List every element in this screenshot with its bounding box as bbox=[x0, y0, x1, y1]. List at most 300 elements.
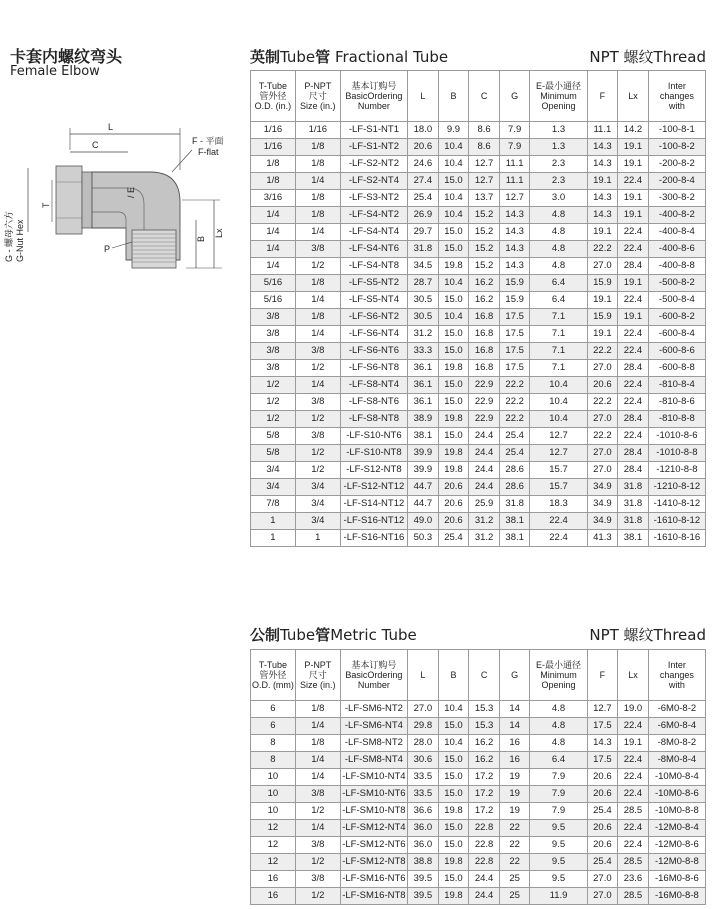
table-cell: 22.4 bbox=[618, 173, 649, 190]
product-title-cn: 卡套内螺纹弯头 bbox=[10, 47, 123, 66]
table-cell: 30.5 bbox=[408, 292, 439, 309]
table-cell: 33.5 bbox=[408, 786, 439, 803]
product-title-en: Female Elbow bbox=[10, 64, 100, 79]
table-cell: 22.9 bbox=[469, 377, 500, 394]
table-cell: -1410-8-12 bbox=[648, 496, 705, 513]
table-cell: 22.9 bbox=[469, 411, 500, 428]
dim-label-G-en: G-Nut Hex bbox=[15, 219, 25, 262]
table-cell: 9.5 bbox=[530, 871, 587, 888]
table-cell: -LF-SM6-NT2 bbox=[340, 701, 407, 718]
table-cell: -600-8-8 bbox=[648, 360, 705, 377]
table-cell: 1/8 bbox=[295, 735, 340, 752]
col-G: G bbox=[499, 71, 530, 122]
col-G: G bbox=[499, 650, 530, 701]
table-cell: 1.3 bbox=[530, 122, 587, 139]
table-cell: 6.4 bbox=[530, 752, 587, 769]
table-cell: 14.3 bbox=[499, 224, 530, 241]
table-cell: -8M0-8-4 bbox=[648, 752, 705, 769]
table-cell: 20.6 bbox=[587, 837, 618, 854]
table-cell: 15.0 bbox=[438, 786, 469, 803]
col-B: B bbox=[438, 650, 469, 701]
table-cell: 16 bbox=[499, 735, 530, 752]
table-cell: 1/2 bbox=[295, 360, 340, 377]
table-cell: 25.4 bbox=[499, 445, 530, 462]
table-cell: -LF-S6-NT2 bbox=[340, 309, 407, 326]
table-cell: 15.2 bbox=[469, 207, 500, 224]
table-cell: 22.2 bbox=[587, 343, 618, 360]
table-cell: -100-8-2 bbox=[648, 139, 705, 156]
table-row bbox=[251, 292, 706, 309]
table-cell: -LF-SM10-NT6 bbox=[340, 786, 407, 803]
table-cell: 3/4 bbox=[251, 462, 296, 479]
table-cell: 1/2 bbox=[295, 411, 340, 428]
table-cell: 22.4 bbox=[618, 837, 649, 854]
table-cell: 9.5 bbox=[530, 837, 587, 854]
table-cell: -LF-S4-NT2 bbox=[340, 207, 407, 224]
table-cell: 22.2 bbox=[587, 394, 618, 411]
fractional-spec-table bbox=[250, 70, 706, 547]
table-cell: 15.2 bbox=[469, 258, 500, 275]
table-cell: 25.4 bbox=[587, 803, 618, 820]
table-cell: 16.2 bbox=[469, 735, 500, 752]
table-cell: -LF-S16-NT16 bbox=[340, 530, 407, 547]
col-B: B bbox=[438, 71, 469, 122]
table-cell: 28.4 bbox=[618, 360, 649, 377]
table-cell: -12M0-8-4 bbox=[648, 820, 705, 837]
table-cell: 25 bbox=[499, 888, 530, 905]
table-cell: 3.0 bbox=[530, 190, 587, 207]
table-cell: 25 bbox=[499, 871, 530, 888]
table-cell: 15.0 bbox=[438, 769, 469, 786]
table-cell: 4.8 bbox=[530, 241, 587, 258]
table-cell: 20.6 bbox=[438, 513, 469, 530]
table-cell: 10.4 bbox=[438, 156, 469, 173]
table-cell: 19.1 bbox=[618, 309, 649, 326]
table-cell: 22.4 bbox=[530, 513, 587, 530]
table-cell: 29.8 bbox=[408, 718, 439, 735]
table-cell: 19.1 bbox=[618, 190, 649, 207]
table-cell: 15.9 bbox=[587, 309, 618, 326]
table-cell: 36.6 bbox=[408, 803, 439, 820]
table-cell: 12.7 bbox=[587, 701, 618, 718]
table-cell: 17.2 bbox=[469, 769, 500, 786]
table-cell: 1 bbox=[251, 530, 296, 547]
table-cell: 1/8 bbox=[295, 275, 340, 292]
table-cell: 15.0 bbox=[438, 718, 469, 735]
table-cell: 18.3 bbox=[530, 496, 587, 513]
table-cell: 12.7 bbox=[469, 173, 500, 190]
table-cell: 9.9 bbox=[438, 122, 469, 139]
table-cell: 1/8 bbox=[295, 139, 340, 156]
table-cell: 19.1 bbox=[618, 735, 649, 752]
table-cell: 12.7 bbox=[530, 445, 587, 462]
table-cell: 12.7 bbox=[499, 190, 530, 207]
table-cell: -6M0-8-4 bbox=[648, 718, 705, 735]
table-cell: 19 bbox=[499, 803, 530, 820]
table-cell: 3/4 bbox=[295, 496, 340, 513]
table-cell: 49.0 bbox=[408, 513, 439, 530]
table-cell: 27.0 bbox=[587, 360, 618, 377]
col-order-number: 基本订购号 BasicOrdering Number bbox=[340, 650, 407, 701]
table-cell: 36.1 bbox=[408, 394, 439, 411]
table-cell: 19.8 bbox=[438, 411, 469, 428]
table-cell: 33.3 bbox=[408, 343, 439, 360]
table-cell: 1/2 bbox=[295, 258, 340, 275]
table-row bbox=[251, 190, 706, 207]
table-cell: -LF-SM12-NT8 bbox=[340, 854, 407, 871]
table-cell: 1/8 bbox=[295, 190, 340, 207]
table-cell: 22.4 bbox=[618, 752, 649, 769]
table-row bbox=[251, 871, 706, 888]
table-cell: 1 bbox=[251, 513, 296, 530]
table-cell: 28.4 bbox=[618, 462, 649, 479]
table-cell: 1/4 bbox=[251, 224, 296, 241]
table-cell: 34.9 bbox=[587, 496, 618, 513]
table-cell: 19.8 bbox=[438, 360, 469, 377]
table-cell: -200-8-2 bbox=[648, 156, 705, 173]
table-cell: 22.4 bbox=[618, 428, 649, 445]
table-row bbox=[251, 837, 706, 854]
table-cell: -1010-8-8 bbox=[648, 445, 705, 462]
table-cell: 25.9 bbox=[469, 496, 500, 513]
table-row bbox=[251, 462, 706, 479]
table-cell: 1/4 bbox=[295, 377, 340, 394]
table-cell: -LF-S1-NT1 bbox=[340, 122, 407, 139]
table-cell: 1/2 bbox=[295, 803, 340, 820]
table-cell: 1/4 bbox=[251, 207, 296, 224]
table-cell: 22 bbox=[499, 820, 530, 837]
col-C: C bbox=[469, 71, 500, 122]
table-cell: 20.6 bbox=[587, 377, 618, 394]
table-cell: 10.4 bbox=[438, 275, 469, 292]
table-cell: 27.0 bbox=[587, 258, 618, 275]
table-cell: 41.3 bbox=[587, 530, 618, 547]
table-cell: 8 bbox=[251, 752, 296, 769]
table-cell: 15.0 bbox=[438, 241, 469, 258]
table-cell: 12.7 bbox=[469, 156, 500, 173]
table-cell: 22.2 bbox=[499, 411, 530, 428]
table-cell: -100-8-1 bbox=[648, 122, 705, 139]
table-cell: 14 bbox=[499, 701, 530, 718]
table-cell: 12 bbox=[251, 854, 296, 871]
col-Lx: Lx bbox=[618, 650, 649, 701]
table-cell: 36.1 bbox=[408, 360, 439, 377]
table-cell: 4.8 bbox=[530, 224, 587, 241]
table-cell: 1/2 bbox=[295, 445, 340, 462]
table-cell: 38.8 bbox=[408, 854, 439, 871]
table-cell: -8M0-8-2 bbox=[648, 735, 705, 752]
table-cell: 13.7 bbox=[469, 190, 500, 207]
table-cell: 10.4 bbox=[530, 377, 587, 394]
table-cell: 23.6 bbox=[618, 871, 649, 888]
table-cell: 15.0 bbox=[438, 377, 469, 394]
table-cell: 16 bbox=[499, 752, 530, 769]
table-cell: -400-8-2 bbox=[648, 207, 705, 224]
table-cell: 31.8 bbox=[618, 496, 649, 513]
table-cell: 1/2 bbox=[251, 394, 296, 411]
table-cell: 1/4 bbox=[295, 292, 340, 309]
table-row bbox=[251, 309, 706, 326]
table-cell: 44.7 bbox=[408, 479, 439, 496]
col-F: F bbox=[587, 71, 618, 122]
table-cell: -400-8-8 bbox=[648, 258, 705, 275]
dim-label-P: P bbox=[104, 244, 111, 254]
table-cell: 7/8 bbox=[251, 496, 296, 513]
table-row bbox=[251, 701, 706, 718]
table-cell: 1/2 bbox=[295, 462, 340, 479]
table-cell: -LF-SM6-NT4 bbox=[340, 718, 407, 735]
table-cell: 10 bbox=[251, 803, 296, 820]
table-cell: 19.8 bbox=[438, 888, 469, 905]
table-cell: 7.1 bbox=[530, 343, 587, 360]
dim-label-T: T bbox=[41, 202, 51, 208]
table-cell: -LF-S8-NT6 bbox=[340, 394, 407, 411]
dim-label-F-en: F-flat bbox=[198, 147, 219, 157]
table-cell: 15.0 bbox=[438, 224, 469, 241]
table-cell: -10M0-8-8 bbox=[648, 803, 705, 820]
table-cell: -LF-S2-NT2 bbox=[340, 156, 407, 173]
table-cell: 10.4 bbox=[530, 394, 587, 411]
table-cell: -12M0-8-8 bbox=[648, 854, 705, 871]
table-cell: 24.6 bbox=[408, 156, 439, 173]
col-tube-od-mm: T-Tube 管外径 O.D. (mm) bbox=[251, 650, 296, 701]
table-cell: -LF-S10-NT6 bbox=[340, 428, 407, 445]
table-cell: 44.7 bbox=[408, 496, 439, 513]
table-cell: 24.4 bbox=[469, 871, 500, 888]
table-cell: 15.3 bbox=[469, 701, 500, 718]
col-E-opening: E-最小通径 Minimum Opening bbox=[530, 71, 587, 122]
table-cell: -1210-8-12 bbox=[648, 479, 705, 496]
table-row bbox=[251, 224, 706, 241]
table-cell: 5/16 bbox=[251, 292, 296, 309]
table-cell: 4.8 bbox=[530, 735, 587, 752]
table-cell: 28.4 bbox=[618, 258, 649, 275]
table-cell: -LF-S8-NT8 bbox=[340, 411, 407, 428]
table-row bbox=[251, 530, 706, 547]
table-cell: 19.1 bbox=[587, 292, 618, 309]
table-cell: 19.8 bbox=[438, 854, 469, 871]
table-cell: 24.4 bbox=[469, 479, 500, 496]
table-cell: 12 bbox=[251, 820, 296, 837]
table-cell: 3/4 bbox=[295, 479, 340, 496]
table-cell: -600-8-6 bbox=[648, 343, 705, 360]
table-row bbox=[251, 394, 706, 411]
table-cell: -300-8-2 bbox=[648, 190, 705, 207]
table-cell: 11.9 bbox=[530, 888, 587, 905]
table-cell: 24.4 bbox=[469, 888, 500, 905]
col-tube-od: T-Tube 管外径 O.D. (in.) bbox=[251, 71, 296, 122]
col-F: F bbox=[587, 650, 618, 701]
table-cell: -LF-S12-NT8 bbox=[340, 462, 407, 479]
table-cell: 1/8 bbox=[295, 701, 340, 718]
table-cell: 1/2 bbox=[251, 377, 296, 394]
table-cell: 27.0 bbox=[408, 701, 439, 718]
table-cell: 27.0 bbox=[587, 462, 618, 479]
table-cell: 22.4 bbox=[618, 326, 649, 343]
table-cell: 15.0 bbox=[438, 871, 469, 888]
table-cell: 22.4 bbox=[618, 224, 649, 241]
table-cell: 39.5 bbox=[408, 888, 439, 905]
col-interchanges: Inter changes with bbox=[648, 71, 705, 122]
table-cell: 3/8 bbox=[295, 241, 340, 258]
table-cell: 17.2 bbox=[469, 786, 500, 803]
table-cell: 22 bbox=[499, 854, 530, 871]
table-cell: 3/8 bbox=[295, 837, 340, 854]
table-cell: 22.4 bbox=[618, 786, 649, 803]
table-cell: -LF-SM10-NT4 bbox=[340, 769, 407, 786]
table-cell: 28.5 bbox=[618, 888, 649, 905]
table-cell: 14.3 bbox=[499, 207, 530, 224]
table-cell: 28.6 bbox=[499, 479, 530, 496]
table-cell: 1/8 bbox=[251, 156, 296, 173]
table-cell: 1/2 bbox=[251, 411, 296, 428]
table-cell: 36.1 bbox=[408, 377, 439, 394]
fractional-title: 英制Tube管 Fractional Tube bbox=[250, 48, 449, 66]
table-cell: -600-8-2 bbox=[648, 309, 705, 326]
metric-header bbox=[250, 624, 706, 646]
table-cell: 17.5 bbox=[587, 752, 618, 769]
table-cell: -LF-S1-NT2 bbox=[340, 139, 407, 156]
table-cell: 19.8 bbox=[438, 445, 469, 462]
table-cell: 24.4 bbox=[469, 462, 500, 479]
table-cell: 17.5 bbox=[587, 718, 618, 735]
table-cell: 1 bbox=[295, 530, 340, 547]
table-cell: 1.3 bbox=[530, 139, 587, 156]
table-cell: -LF-SM10-NT8 bbox=[340, 803, 407, 820]
table-cell: 31.8 bbox=[618, 479, 649, 496]
dim-label-F-cn: F - 平面 bbox=[192, 136, 224, 146]
table-cell: 10.4 bbox=[438, 735, 469, 752]
table-cell: 19.1 bbox=[587, 326, 618, 343]
metric-thread-label: NPT 螺纹Thread bbox=[589, 626, 706, 644]
col-L: L bbox=[408, 71, 439, 122]
table-cell: 22.4 bbox=[618, 820, 649, 837]
table-row bbox=[251, 854, 706, 871]
table-cell: 1/4 bbox=[295, 326, 340, 343]
table-cell: 1/16 bbox=[251, 139, 296, 156]
table-cell: 50.3 bbox=[408, 530, 439, 547]
table-cell: 19.1 bbox=[618, 275, 649, 292]
table-cell: -400-8-6 bbox=[648, 241, 705, 258]
table-cell: 28.4 bbox=[618, 445, 649, 462]
table-cell: 14.3 bbox=[587, 735, 618, 752]
dim-label-B: B bbox=[196, 235, 206, 242]
table-cell: 27.0 bbox=[587, 445, 618, 462]
table-cell: 14.3 bbox=[499, 241, 530, 258]
table-cell: 22.2 bbox=[587, 428, 618, 445]
table-cell: 28.0 bbox=[408, 735, 439, 752]
table-cell: 7.9 bbox=[530, 786, 587, 803]
table-cell: 15.0 bbox=[438, 394, 469, 411]
table-cell: 38.1 bbox=[499, 513, 530, 530]
table-cell: 7.1 bbox=[530, 360, 587, 377]
table-cell: 15.9 bbox=[587, 275, 618, 292]
table-cell: -10M0-8-4 bbox=[648, 769, 705, 786]
table-cell: 39.9 bbox=[408, 445, 439, 462]
table-cell: 25.4 bbox=[408, 190, 439, 207]
col-C: C bbox=[469, 650, 500, 701]
table-cell: -500-8-4 bbox=[648, 292, 705, 309]
table-cell: -LF-S6-NT4 bbox=[340, 326, 407, 343]
col-npt-size: P-NPT 尺寸 Size (in.) bbox=[295, 71, 340, 122]
elbow-drawing bbox=[0, 110, 246, 310]
table-cell: 30.5 bbox=[408, 309, 439, 326]
col-L: L bbox=[408, 650, 439, 701]
table-cell: 22.4 bbox=[618, 292, 649, 309]
table-cell: 1/4 bbox=[251, 258, 296, 275]
table-cell: -LF-S14-NT12 bbox=[340, 496, 407, 513]
table-cell: 15.9 bbox=[499, 275, 530, 292]
table-row bbox=[251, 718, 706, 735]
table-cell: 15.3 bbox=[469, 718, 500, 735]
table-cell: 3/8 bbox=[251, 360, 296, 377]
table-cell: 1/8 bbox=[251, 173, 296, 190]
table-cell: 7.1 bbox=[530, 326, 587, 343]
table-cell: 2.3 bbox=[530, 156, 587, 173]
table-cell: 39.5 bbox=[408, 871, 439, 888]
table-cell: 3/4 bbox=[251, 479, 296, 496]
table-cell: 28.4 bbox=[618, 411, 649, 428]
table-row bbox=[251, 445, 706, 462]
table-cell: 4.8 bbox=[530, 207, 587, 224]
table-cell: 2.3 bbox=[530, 173, 587, 190]
table-cell: -LF-S6-NT8 bbox=[340, 360, 407, 377]
table-cell: 1/8 bbox=[295, 156, 340, 173]
table-cell: 1/2 bbox=[295, 854, 340, 871]
table-cell: -LF-SM8-NT4 bbox=[340, 752, 407, 769]
table-cell: 16.2 bbox=[469, 275, 500, 292]
table-cell: 10.4 bbox=[438, 309, 469, 326]
table-cell: 16.8 bbox=[469, 326, 500, 343]
col-Lx: Lx bbox=[618, 71, 649, 122]
table-cell: 31.8 bbox=[408, 241, 439, 258]
table-cell: 16.2 bbox=[469, 752, 500, 769]
table-cell: 15.0 bbox=[438, 820, 469, 837]
table-cell: -LF-SM12-NT4 bbox=[340, 820, 407, 837]
table-row bbox=[251, 428, 706, 445]
table-cell: 34.9 bbox=[587, 479, 618, 496]
table-cell: 10.4 bbox=[438, 190, 469, 207]
table-cell: 4.8 bbox=[530, 701, 587, 718]
table-cell: 31.8 bbox=[618, 513, 649, 530]
table-cell: 22.4 bbox=[618, 377, 649, 394]
table-cell: 19.8 bbox=[438, 462, 469, 479]
table-cell: 28.7 bbox=[408, 275, 439, 292]
table-cell: 1/4 bbox=[295, 769, 340, 786]
table-cell: 6 bbox=[251, 701, 296, 718]
table-cell: 27.4 bbox=[408, 173, 439, 190]
table-cell: 19.8 bbox=[438, 803, 469, 820]
table-row bbox=[251, 258, 706, 275]
metric-spec-table bbox=[250, 649, 706, 905]
table-cell: 20.6 bbox=[408, 139, 439, 156]
table-cell: -12M0-8-6 bbox=[648, 837, 705, 854]
table-cell: -16M0-8-6 bbox=[648, 871, 705, 888]
table-cell: 14.3 bbox=[587, 207, 618, 224]
table-cell: 7.9 bbox=[499, 139, 530, 156]
table-cell: -LF-S4-NT8 bbox=[340, 258, 407, 275]
metric-title: 公制Tube管Metric Tube bbox=[250, 626, 417, 644]
table-cell: 1/8 bbox=[295, 207, 340, 224]
table-cell: 16.2 bbox=[469, 292, 500, 309]
table-cell: 30.6 bbox=[408, 752, 439, 769]
table-cell: 5/16 bbox=[251, 275, 296, 292]
table-cell: 14.3 bbox=[587, 190, 618, 207]
table-cell: 1/4 bbox=[295, 718, 340, 735]
table-row bbox=[251, 377, 706, 394]
table-cell: 17.5 bbox=[499, 326, 530, 343]
table-cell: 11.1 bbox=[499, 156, 530, 173]
